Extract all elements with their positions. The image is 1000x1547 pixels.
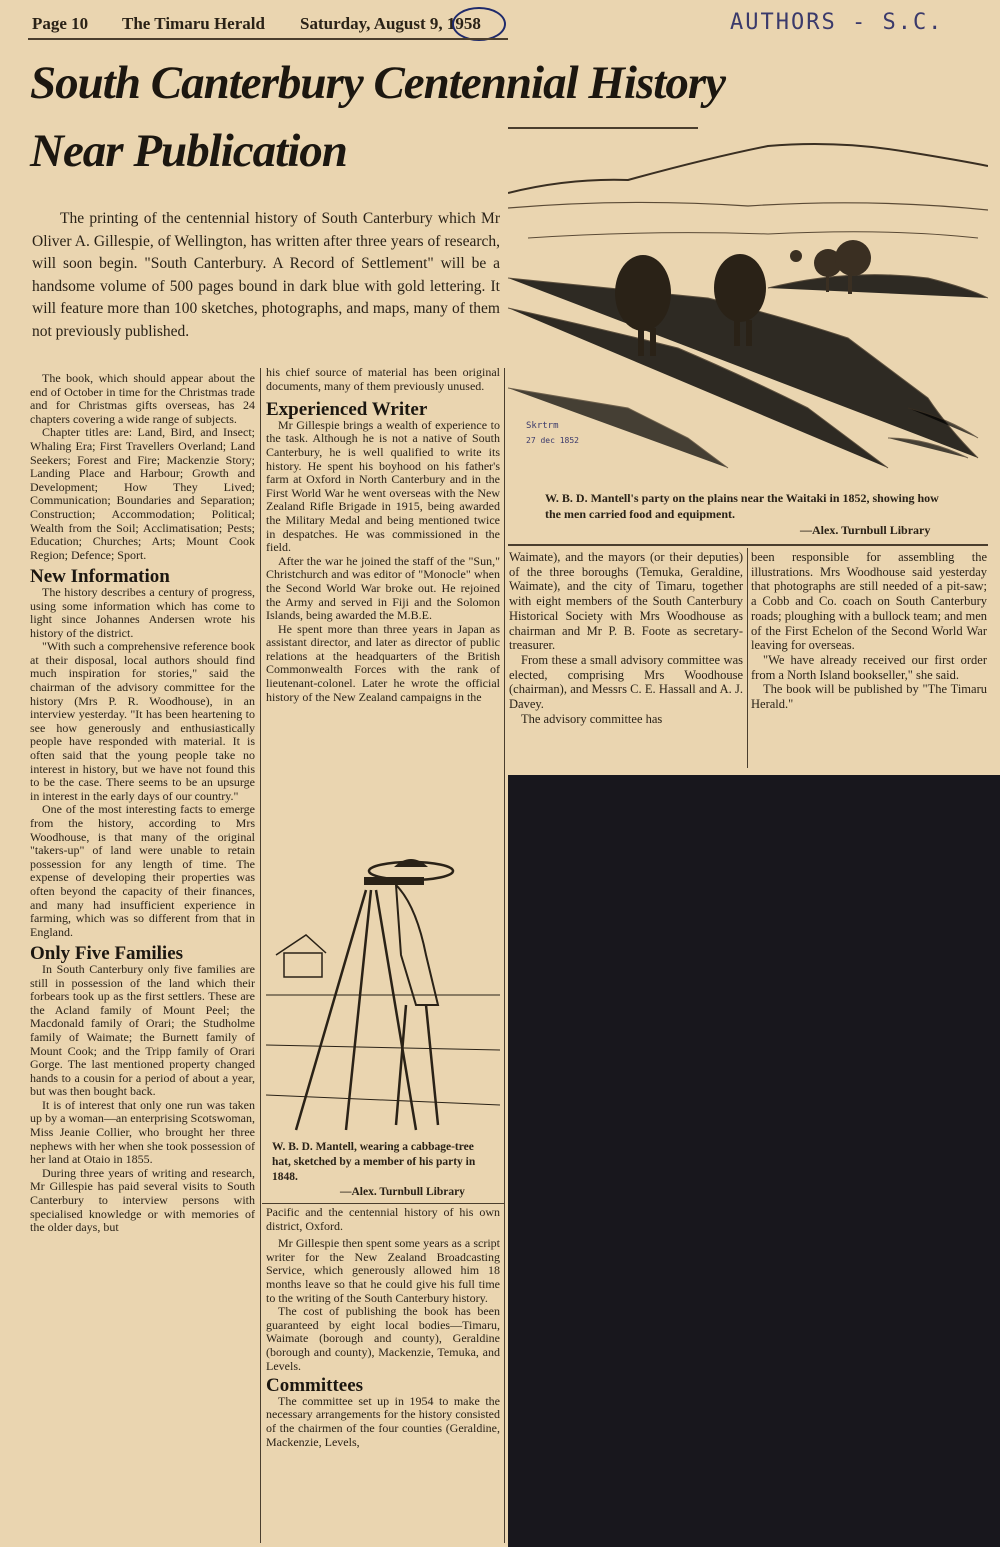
col3-paragraph-2: From these a small advisory committee was elected, comprising Mrs Woodhouse (chairman), and Messrs C. E. Hassall and A. J. Davey. (509, 652, 743, 712)
col1-paragraph-3: The history describes a century of progress, using some information which has come to light since Johannes Andersen wrote his history of the district. (30, 584, 255, 640)
col2-paragraph-6: Mr Gillespie then spent some years as a script writer for the New Zealand Broadcasting Service, which generously allowed him 18 months leave so that he could give his full time to the writing of the South Canterbury history. (266, 1236, 500, 1305)
col2-paragraph-3: After the war he joined the staff of the "Sun," Christchurch and was editor of "Monocle" when the Second World War broke out. He rejoined the Army and served in Fiji and the Solomon Islands, being awarded the M.B.E. (266, 553, 500, 623)
handwritten-note: AUTHORS - S.C. (730, 10, 944, 35)
illustration-top-rule (508, 127, 698, 129)
plains-sketch-credit: —Alex. Turnbull Library (800, 523, 931, 537)
masthead-rule (28, 38, 508, 40)
col2-paragraph-1: his chief source of material has been original documents, many of them previously unused. (266, 365, 500, 393)
column-rule-2 (504, 368, 505, 1543)
surveyor-sketch (266, 845, 500, 1135)
column-2-upper (266, 366, 500, 704)
col1-paragraph-4: "With such a comprehensive reference book at their disposal, local authors should find much inspiration for stories," said the chairman of the advisory committee for the history (Mrs P. R. Woodhouse), in an interview yesterday. "It has been heartening to see how generously and enthusiastically people have responded with material. It is often said that the young people take no interest in history, but we have not found this to be the case. There seems to be an upsurge in interest in the early days of our country." (30, 639, 255, 803)
subhead-new-information: New Information (30, 566, 170, 588)
col2-paragraph-5: Pacific and the centennial history of his own district, Oxford. (266, 1205, 500, 1233)
col1-paragraph-7: It is of interest that only one run was taken up by a woman—an enterprising Scotswoman, Miss Jeanie Collier, who brought her three nephews with her when she took possession of her land at Otaio in 1855. (30, 1097, 255, 1167)
column-4 (751, 550, 987, 712)
col1-paragraph-6: In South Canterbury only five families are still in possession of the land which their forbears took up as the first settlers. These are the Acland family of Mount Peel; the Macdonald family of Orari; the Studholme family of Waimate; the Burnett family of Mount Cook; and the Tripp family of Orari Gorge. The last mentioned property changed hands to a cousin for a period of about a year, but was then bought back. (30, 961, 255, 1099)
column-1 (30, 372, 255, 1235)
dark-background (508, 775, 1000, 1547)
surveyor-caption-rule (262, 1203, 504, 1204)
headline-line-1: South Canterbury Centennial History (30, 57, 725, 109)
plains-sketch-svg (508, 138, 988, 478)
col2-paragraph-7: The cost of publishing the book has been guaranteed by eight local bodies—Timaru, Waimate (borough and county), Geraldine (borough and county), Mackenzie, Temuka, and Levels. (266, 1304, 500, 1373)
surveyor-sketch-svg (266, 845, 500, 1135)
col3-paragraph-1: Waimate), and the mayors (or their deputies) of the three boroughs (Temuka, Geraldine, Waimate), and the city of Timaru, together with eight members of the South Canterbury Historical Society with Mrs Woodhouse as chairman and Mr P. B. Foote as secretary-treasurer. (509, 550, 743, 653)
column-rule-3 (747, 548, 748, 768)
col1-paragraph-5: One of the most interesting facts to emerge from the history, according to Mrs Woodhouse, is that many of the original "takers-up" of land were unable to retain possession for any length of time. The expense of developing their properties was often beyond the capacity of their finances, and many had insufficient experience in farming, which was so different from that in England. (30, 802, 255, 939)
column-2-lower (266, 1206, 500, 1449)
page-number: Page 10 (32, 14, 89, 33)
col4-paragraph-2: "We have already received our first order from a North Island bookseller," she said. (751, 652, 987, 682)
subhead-experienced-writer: Experienced Writer (266, 399, 428, 421)
column-3 (509, 550, 743, 726)
col1-paragraph-1: The book, which should appear about the end of October in time for the Christmas trade and for Christmas gifts overseas, has 24 chapters covering a wide range of subjects. (30, 371, 255, 426)
plains-sketch-caption: W. B. D. Mantell's party on the plains near the Waitaki in 1852, showing how the men carried food and equipment. (545, 491, 939, 521)
publication-date: Saturday, August 9, 1958 (300, 14, 481, 33)
col4-paragraph-1: been responsible for assembling the illustrations. Mrs Woodhouse said yesterday that photographs are still needed of a pit-saw; a Cobb and Co. coach on South Canterbury roads; ploughing with a bullock team; and men of the First Echelon of the Second World War leaving for overseas. (751, 550, 987, 653)
newspaper-name: The Timaru Herald (122, 14, 265, 33)
col2-paragraph-8: The committee set up in 1954 to make the necessary arrangements for the history consisted of the chairmen of the four counties (Geraldine, Mackenzie, Levels, (266, 1393, 500, 1449)
date-circle (452, 7, 506, 41)
col2-paragraph-4: He spent more than three years in Japan as assistant director, and later as director of public relations at the headquarters of the British Commonwealth Forces with the rank of lieutenant-colonel. Later he wrote the official history of the New Zealand campaigns in the (266, 621, 500, 704)
plains-sketch (508, 138, 988, 478)
caption-rule (508, 544, 988, 546)
svg-text:27 dec 1852: 27 dec 1852 (526, 436, 579, 445)
col4-paragraph-3: The book will be published by "The Timaru Herald." (751, 682, 987, 712)
subhead-only-five-families: Only Five Families (30, 943, 184, 965)
col1-paragraph-8: During three years of writing and research, Mr Gillespie has paid several visits to South Canterbury to interview persons with specialised knowledge or with memories of the older days, but (30, 1165, 255, 1235)
subhead-committees: Committees (266, 1375, 364, 1397)
col3-paragraph-3: The advisory committee has (521, 711, 663, 726)
col1-paragraph-2: Chapter titles are: Land, Bird, and Insect; Whaling Era; First Travellers Overland; Land Seekers; Forest and Fire; Mackenzie Story; Landing Place and Harbour; Growth and Development; How They Lived; Communication; Boundaries and Separation; Construction; Accommodation; Political; Wealth from the Soil; Acclimatisation; Pests; Education; Churches; Arts; Mount Cook Region; Defence; Sport. (30, 425, 255, 562)
headline-line-2: Near Publication (30, 125, 347, 177)
col2-paragraph-2: Mr Gillespie brings a wealth of experience to the task. Although he is not a native of South Canterbury, he is well qualified to write its history. He spent his boyhood on his father's farm at Oxford in North Canterbury and in the First World War he went overseas with the New Zealand Rifle Brigade in 1915, being awarded the Military Medal and being mentioned twice in despatches. He was commissioned in the field. (266, 417, 500, 555)
svg-text:Skrtrm: Skrtrm (526, 421, 559, 431)
intro-paragraph: The printing of the centennial history of South Canterbury which Mr Oliver A. Gillespie, of Wellington, has written after three years of research, will soon begin. "South Canterbury. A Record of Settlement" will be a handsome volume of 500 pages bound in dark blue with gold lettering. It will feature more than 100 sketches, photographs, and maps, many of them not previously published. (32, 210, 500, 340)
surveyor-sketch-credit: —Alex. Turnbull Library (340, 1186, 465, 1198)
surveyor-sketch-caption: W. B. D. Mantell, wearing a cabbage-tree hat, sketched by a member of his party in 1848. (272, 1141, 476, 1183)
column-rule-1 (260, 368, 261, 1543)
